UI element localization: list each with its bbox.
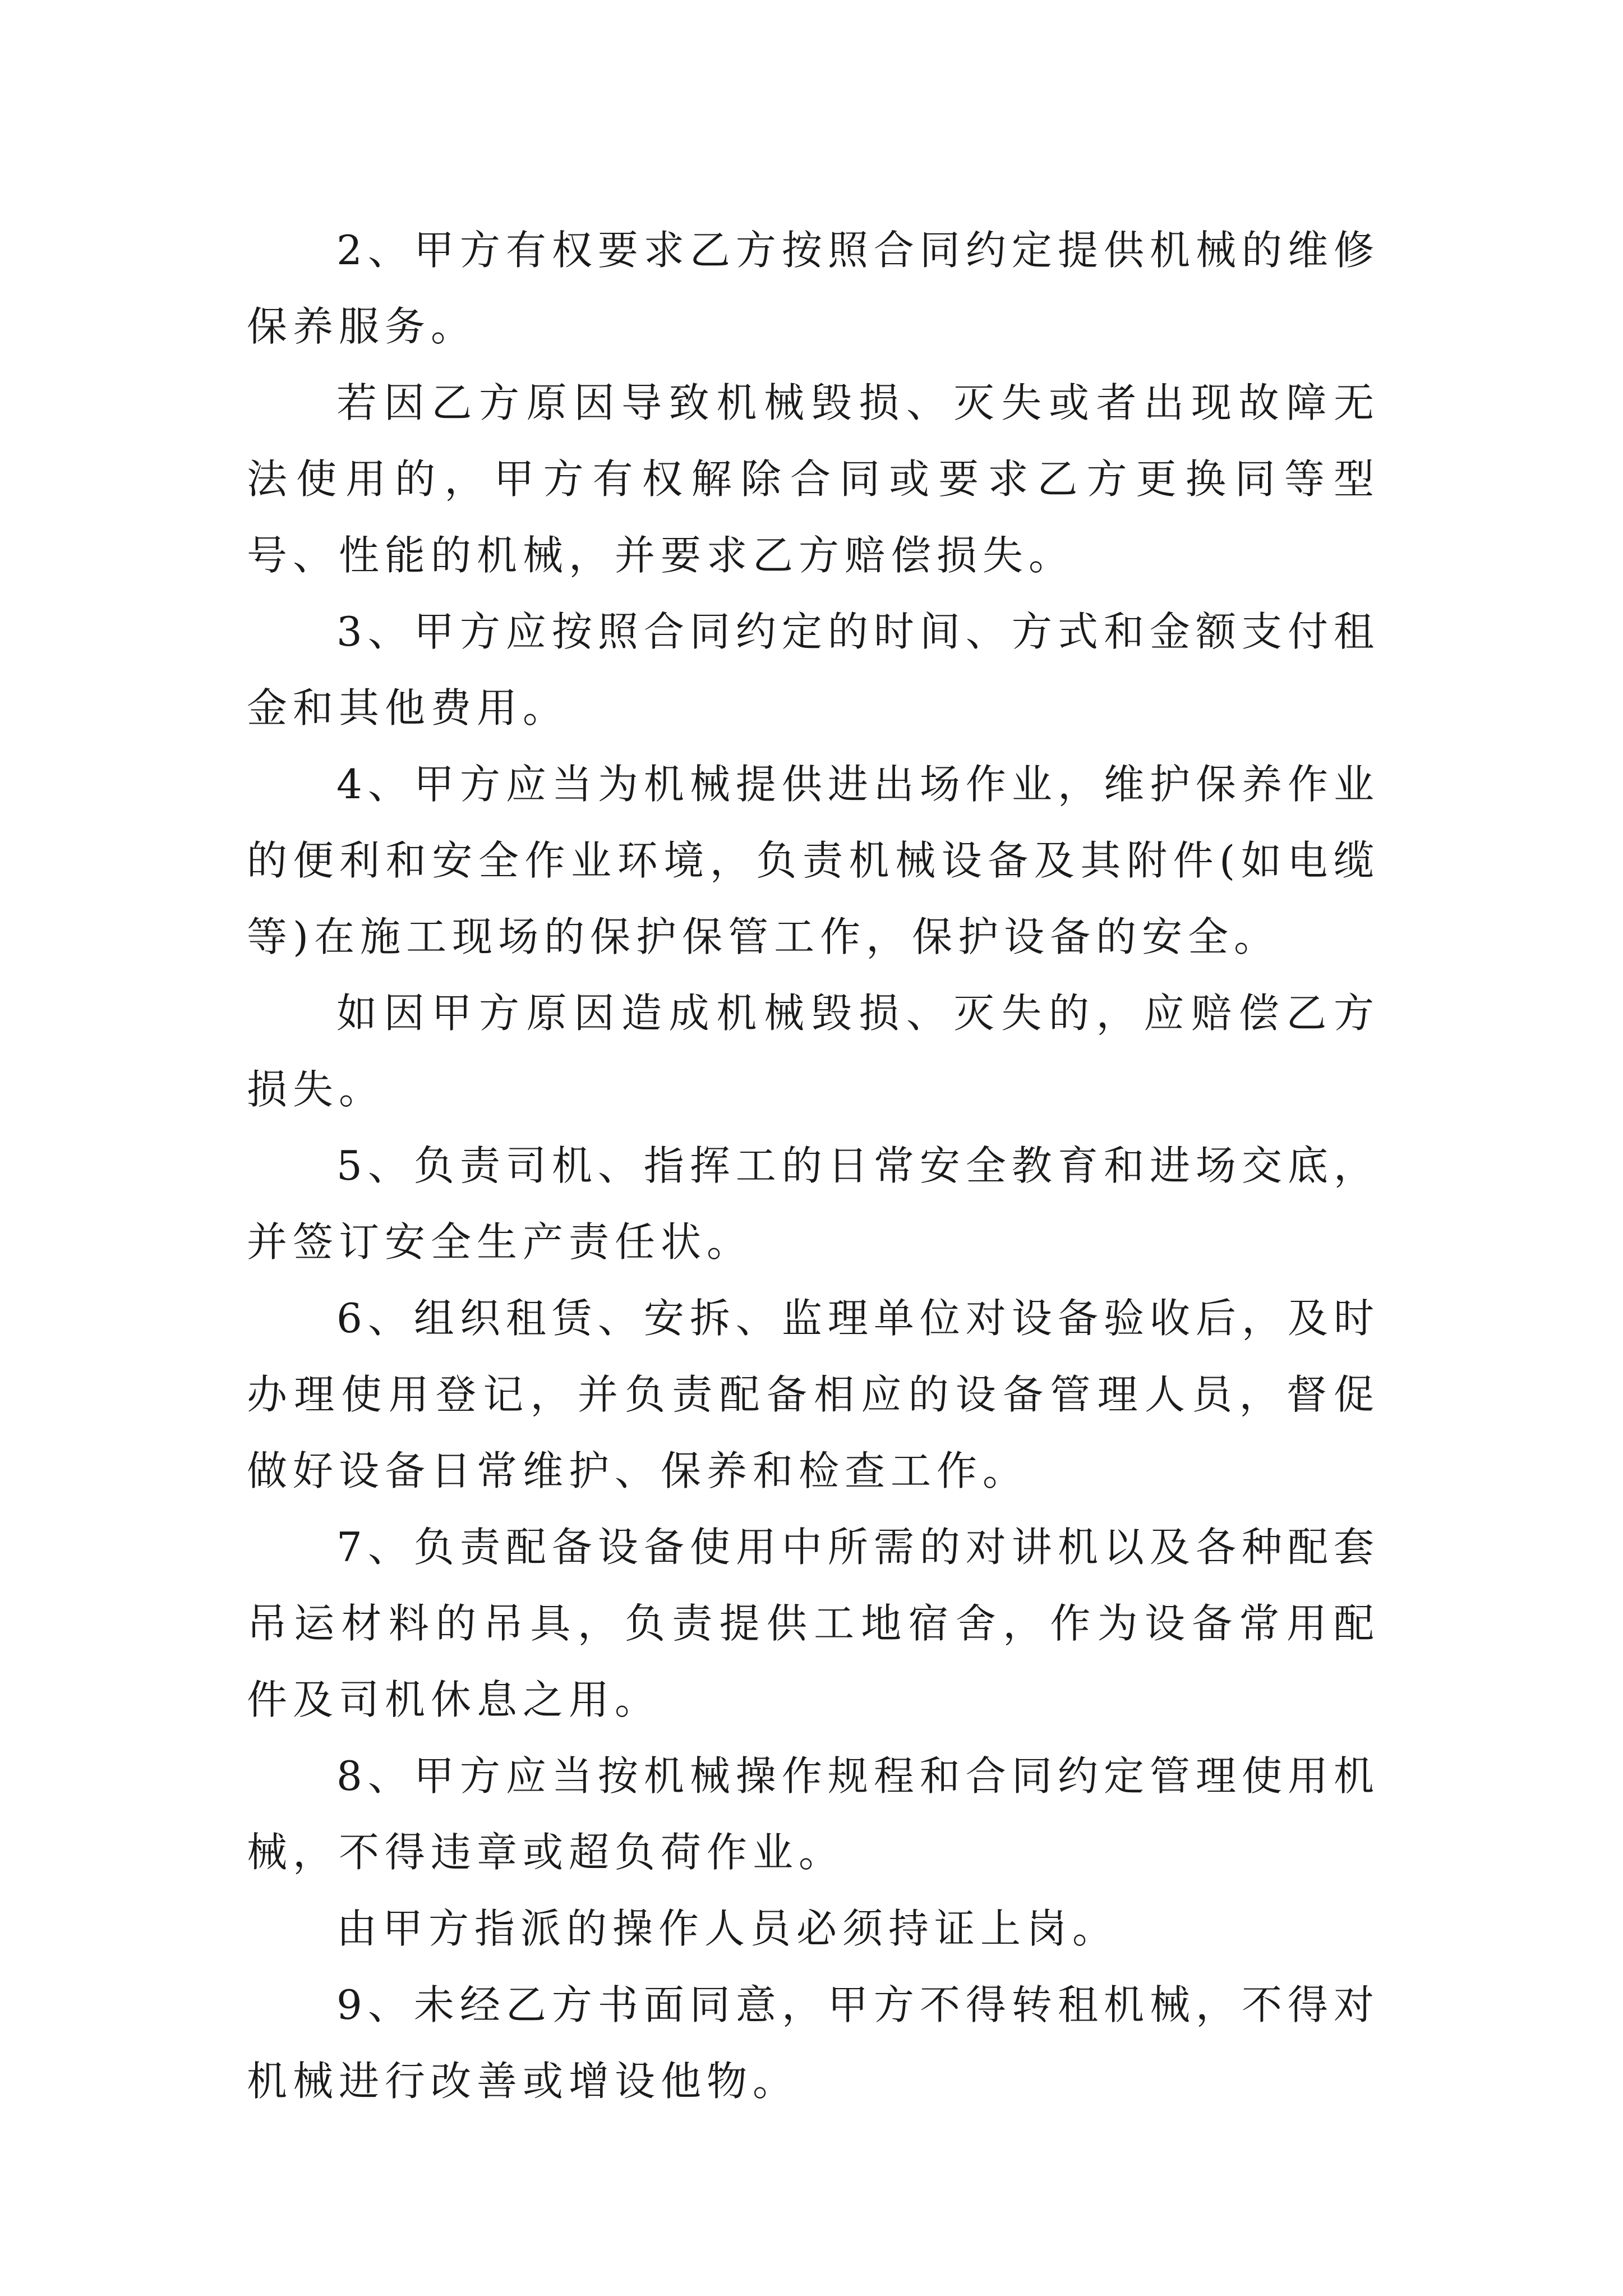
paragraph-item-9: 9、未经乙方书面同意，甲方不得转租机械，不得对机械进行改善或增设他物。 bbox=[247, 1981, 1380, 2105]
paragraph-damage-by-party-a: 如因甲方原因造成机械毁损、灭失的，应赔偿乙方损失。 bbox=[247, 990, 1380, 1113]
paragraph-operator-certification: 由甲方指派的操作人员必须持证上岗。 bbox=[336, 1905, 1119, 1952]
paragraph-item-5: 5、负责司机、指挥工的日常安全教育和进场交底，并签订安全生产责任状。 bbox=[247, 1142, 1380, 1266]
paragraph-item-8: 8、甲方应当按机械操作规程和合同约定管理使用机械，不得违章或超负荷作业。 bbox=[247, 1752, 1380, 1876]
paragraph-item-3: 3、甲方应按照合同约定的时间、方式和金额支付租金和其他费用。 bbox=[247, 608, 1380, 731]
paragraph-damage-by-party-b: 若因乙方原因导致机械毁损、灭失或者出现故障无法使用的，甲方有权解除合同或要求乙方更换同等型号、性能的机械，并要求乙方赔偿损失。 bbox=[247, 379, 1380, 579]
document-body bbox=[247, 212, 1380, 2119]
paragraph-item-4: 4、甲方应当为机械提供进出场作业，维护保养作业的便利和安全作业环境，负责机械设备及其附件(如电缆等)在施工现场的保护保管工作，保护设备的安全。 bbox=[247, 761, 1380, 960]
paragraph-item-7: 7、负责配备设备使用中所需的对讲机以及各种配套吊运材料的吊具，负责提供工地宿舍，作为设备常用配件及司机休息之用。 bbox=[247, 1524, 1380, 1723]
paragraph-item-6: 6、组织租赁、安拆、监理单位对设备验收后，及时办理使用登记，并负责配备相应的设备管理人员，督促做好设备日常维护、保养和检查工作。 bbox=[247, 1295, 1380, 1494]
paragraph-item-2: 2、甲方有权要求乙方按照合同约定提供机械的维修保养服务。 bbox=[247, 227, 1380, 350]
